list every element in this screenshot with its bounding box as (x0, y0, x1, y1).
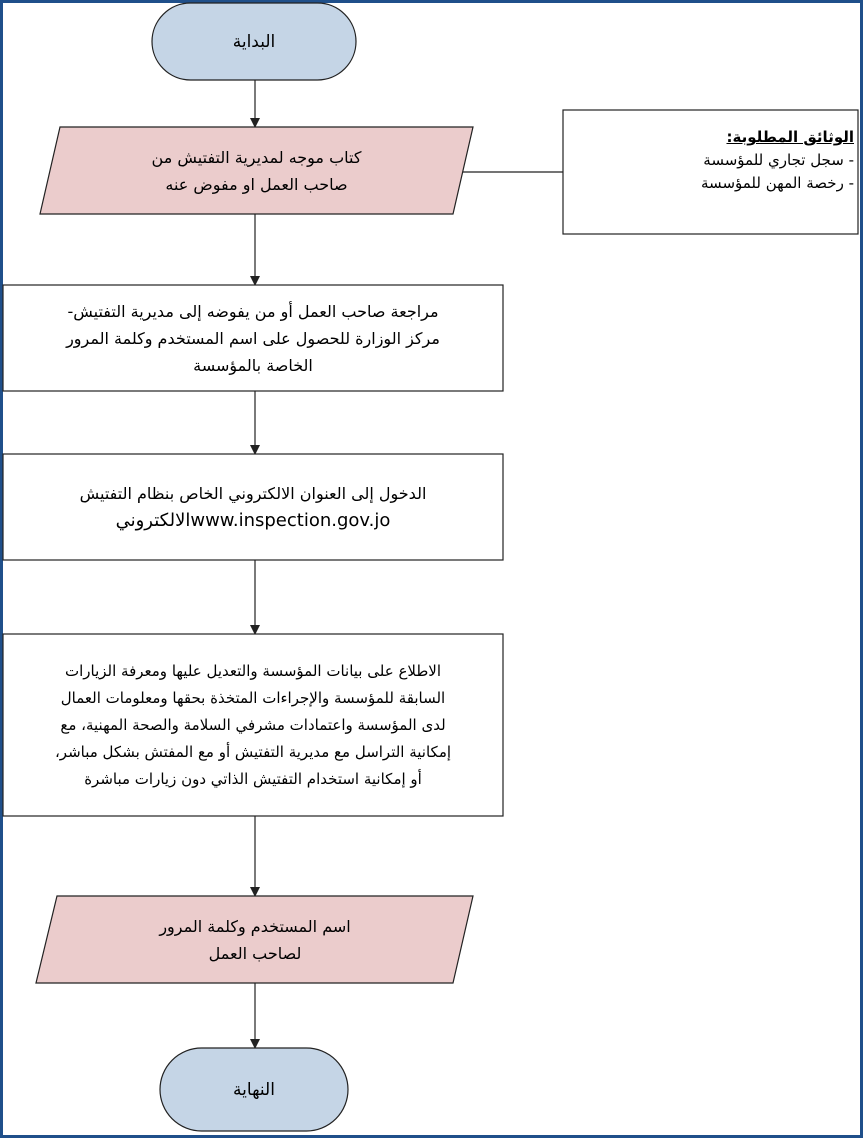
start-label: البداية (232, 31, 276, 52)
documents-title: الوثائق المطلوبة: (726, 128, 854, 146)
documents-text (566, 126, 854, 195)
step1-line-2: صاحب العمل او مفوض عنه (165, 174, 348, 194)
step4-line-2: السابقة للمؤسسة والإجراءات المتخذة بحقها ومعلومات العمال (60, 688, 446, 707)
step4-line-5: أو إمكانية استخدام التفتيش الذاتي دون زيارات مباشرة (84, 769, 422, 788)
step1-text (60, 127, 453, 214)
step1-line-1: كتاب موجه لمديرية التفتيش من (151, 147, 362, 167)
step2-line-1: مراجعة صاحب العمل أو من يفوضه إلى مديرية التفتيش- (67, 301, 439, 321)
step2-line-2: مركز الوزارة للحصول على اسم المستخدم وكلمة المرور (66, 328, 440, 348)
step4-line-3: لدى المؤسسة واعتمادات مشرفي السلامة والصحة المهنية، مع (60, 715, 446, 734)
documents-item-2: - رخصة المهن للمؤسسة (701, 174, 854, 192)
step2-text (5, 285, 501, 391)
step4-line-1: الاطلاع على بيانات المؤسسة والتعديل عليها ومعرفة الزيارات (64, 661, 442, 680)
step4-text (7, 634, 499, 816)
documents-item-1: - سجل تجاري للمؤسسة (703, 151, 854, 169)
end-label: النهاية (233, 1079, 275, 1100)
step2-line-3: الخاصة بالمؤسسة (193, 355, 313, 375)
step5-line-1: اسم المستخدم وكلمة المرور (159, 916, 351, 936)
step4-line-4: إمكانية التراسل مع مديرية التفتيش أو مع المفتش بشكل مباشر، (54, 742, 452, 761)
step5-text (57, 896, 453, 983)
step3-line-1: الدخول إلى العنوان الالكتروني الخاص بنظام التفتيش (79, 484, 427, 503)
step5-line-2: لصاحب العمل (208, 943, 302, 963)
step3-line-2: www.inspection.gov.joالالكتروني (115, 510, 391, 531)
step3-text (5, 454, 501, 560)
